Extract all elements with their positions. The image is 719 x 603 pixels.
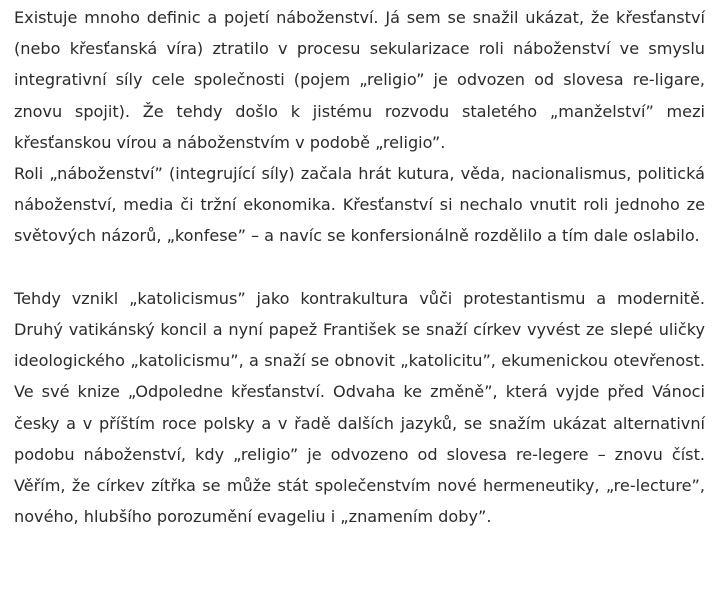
paragraph-2: Roli „náboženství” (integrující síly) začala hrát kutura, věda, nacionalismus, politická náboženství, media či tržní ekonomika. Křesťanství si nechalo vnutit roli jednoho ze světových názorů, „konfese” – a navíc se konfersionálně rozdělilo a tím dale oslabilo.	[14, 164, 705, 246]
paragraph-3: Tehdy vznikl „katolicismus” jako kontrakultura vůči protestantismu a modernitě. Druhý vatikánský koncil a nyní papež František se snaží církev vyvést ze slepé uličky ideologického „katolicismu”, a snaží se obnovit „katolicitu”, ekumenickou otevřenost. Ve své knize „Odpoledne křesťanství. Odvaha ke změně”, která vyjde před Vánoci česky a v příštím roce polsky a v řadě dalších jazyků, se snažím ukázat alternativní podobu náboženství, kdy „religio” je odvozeno od slovesa re-legere – znovu číst. Věřím, že církev zítřka se může stát společenstvím nové hermeneutiky, „re-lecture”, nového, hlubšího porozumění evageliu i „znamením doby”.	[14, 288, 705, 527]
paragraph-1: Existuje mnoho definic a pojetí náboženství. Já sem se snažil ukázat, že křesťanství (nebo křesťanská víra) ztratilo v procesu sekularizace roli náboženství ve smyslu integrativní síly cele společnosti (pojem „religio” je odvozen od slovesa re-ligare, znovu spojit). Že tehdy došlo k jistému rozvodu staletého „manželství” mezi křesťanskou vírou a náboženstvím v podobě „religio”.	[14, 8, 705, 152]
paragraph-spacer	[14, 252, 705, 283]
